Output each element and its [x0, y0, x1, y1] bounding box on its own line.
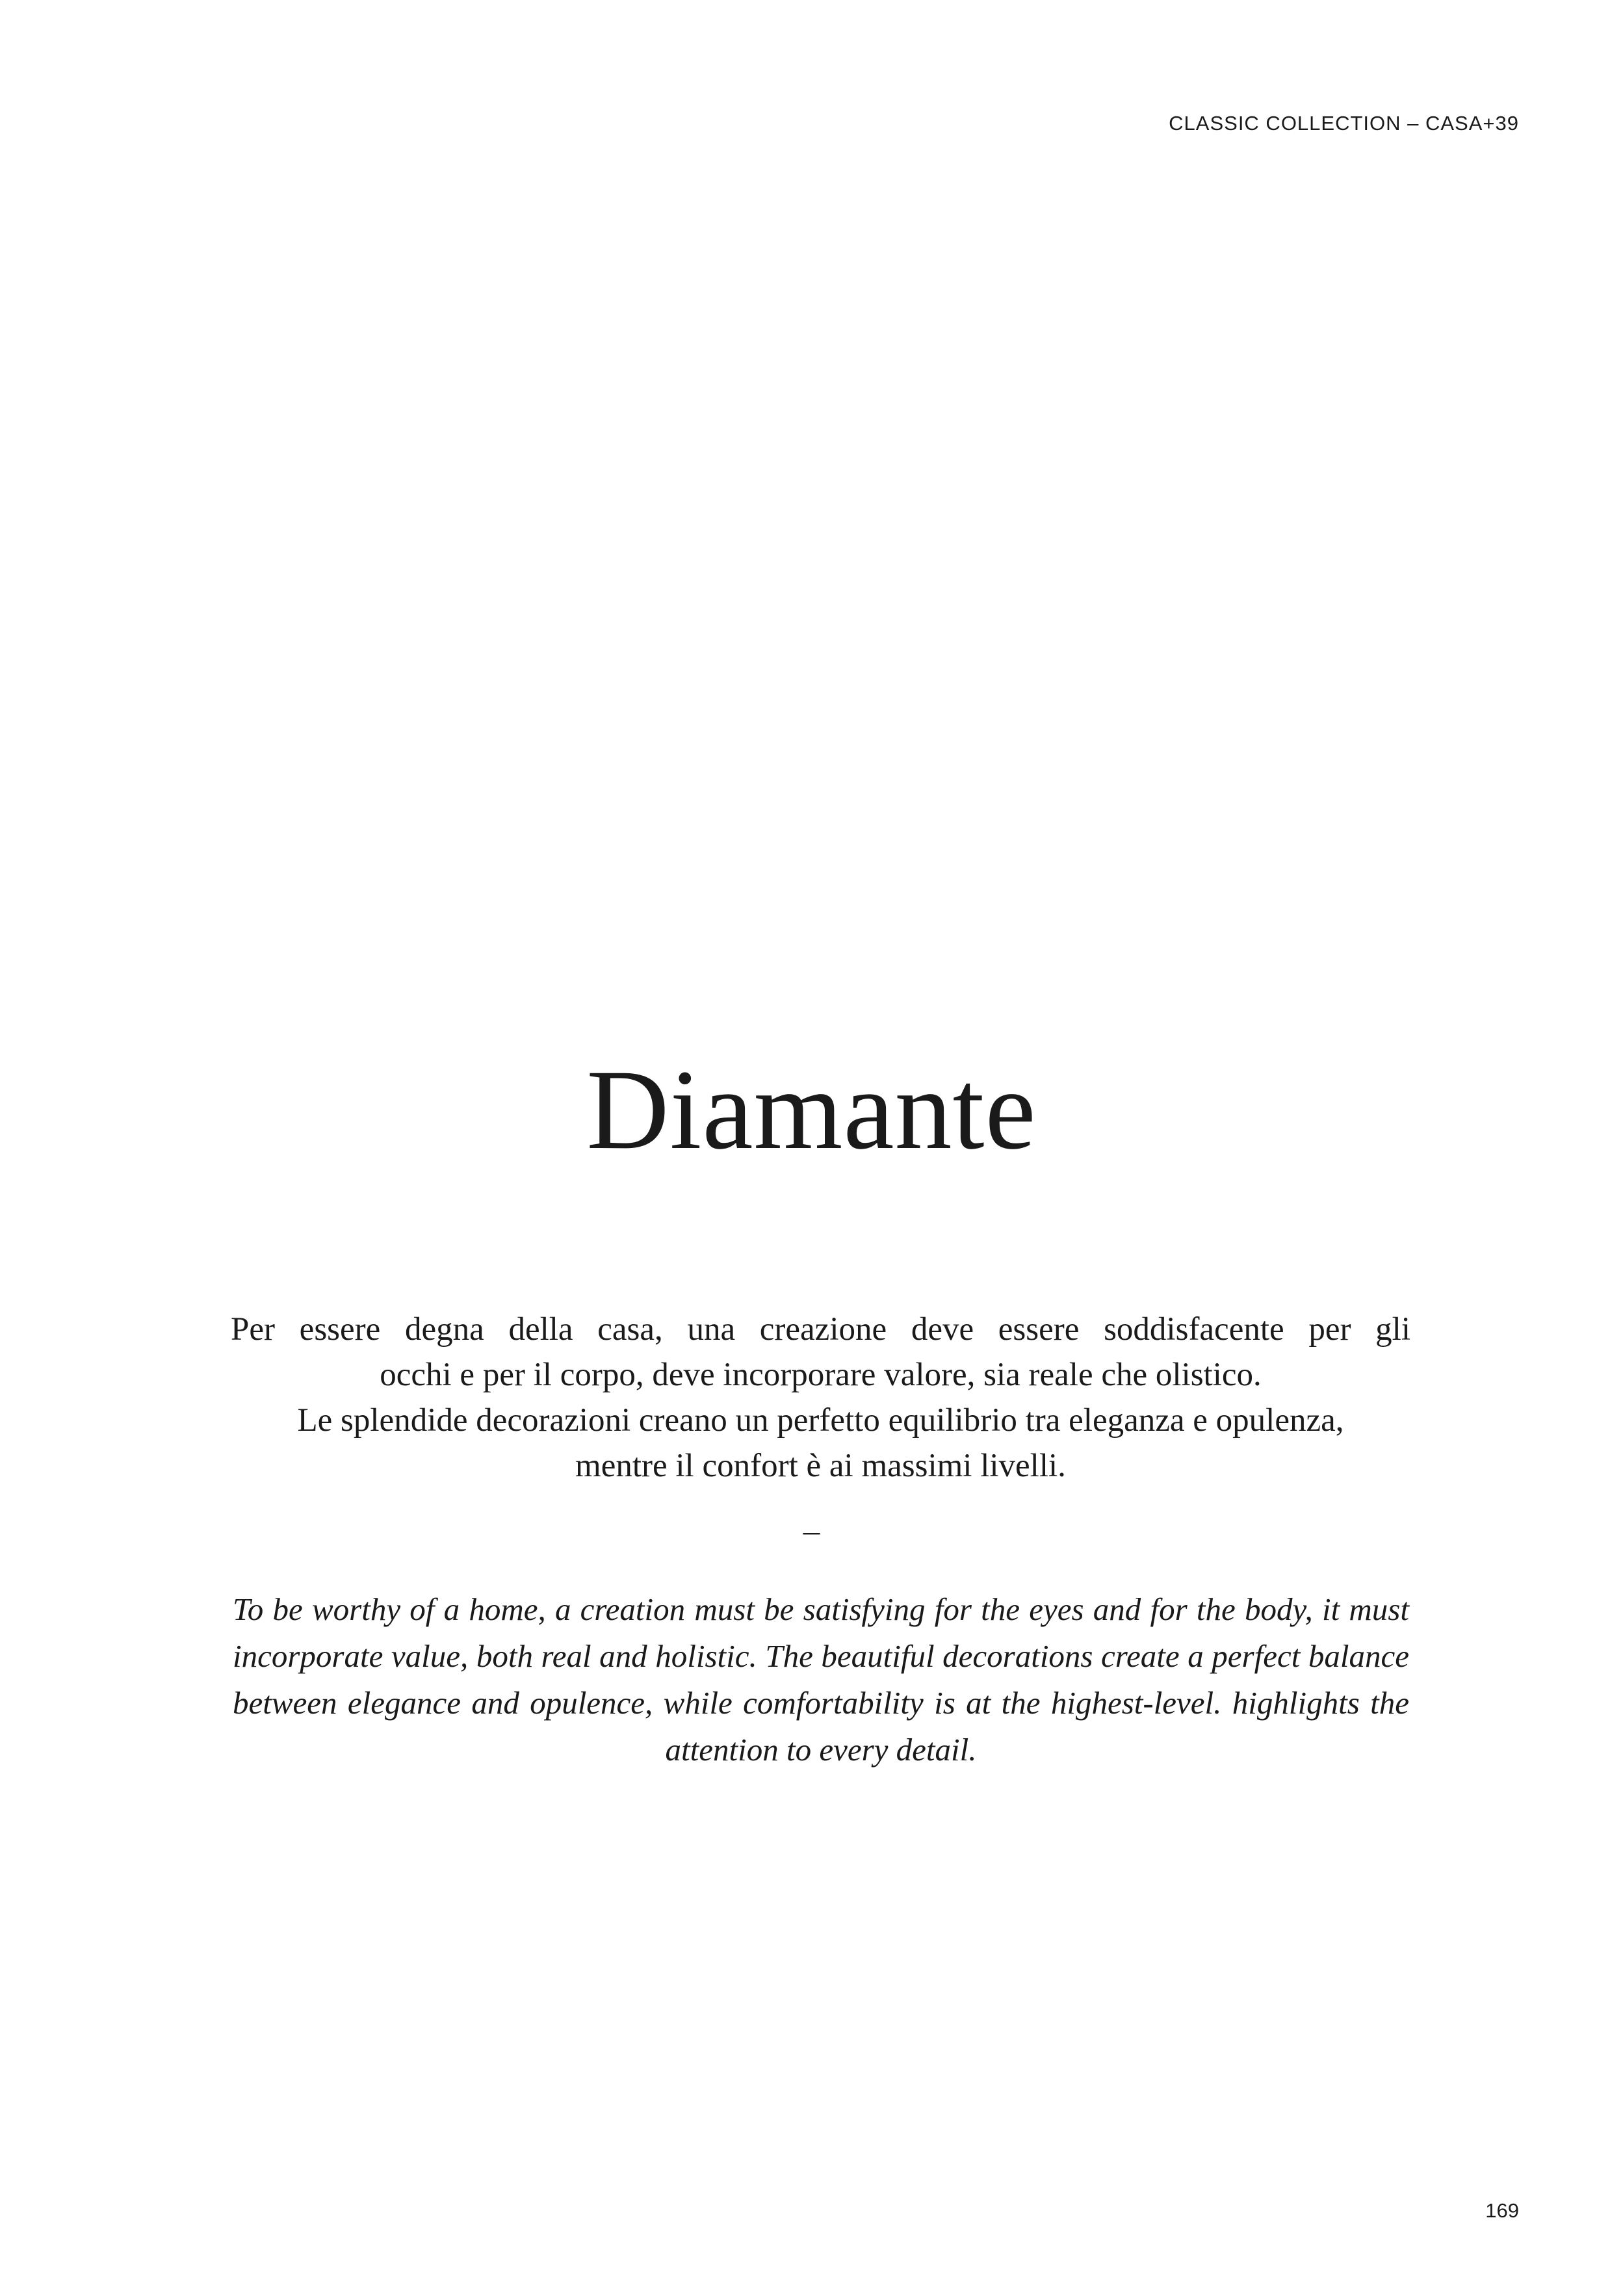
italian-line-1: Per essere degna della casa, una creazione deve essere soddisfacente per gli — [231, 1311, 1410, 1348]
italian-line-2: occhi e per il corpo, deve incorporare valore, sia reale che olistico. — [380, 1357, 1262, 1393]
italian-line-4: mentre il confort è ai massimi livelli. — [575, 1448, 1066, 1484]
english-paragraph: To be worthy of a home, a creation must be satisfying for the eyes and for the body, it must incorporate value, both real and holistic. The beautiful decorations create a perfect balance between elegance and opulence, while comfortability is at the highest-level. highlights the attention to every detail. — [233, 1591, 1409, 1768]
page-title: Diamante — [586, 1047, 1037, 1173]
italian-line-3: Le splendide decorazioni creano un perfetto equilibrio tra eleganza e opulenza, — [297, 1402, 1344, 1439]
page-number: 169 — [1485, 2199, 1519, 2222]
section-separator: – — [803, 1513, 820, 1549]
italian-paragraph — [231, 1307, 1410, 1489]
running-header: CLASSIC COLLECTION – CASA+39 — [1169, 112, 1519, 135]
